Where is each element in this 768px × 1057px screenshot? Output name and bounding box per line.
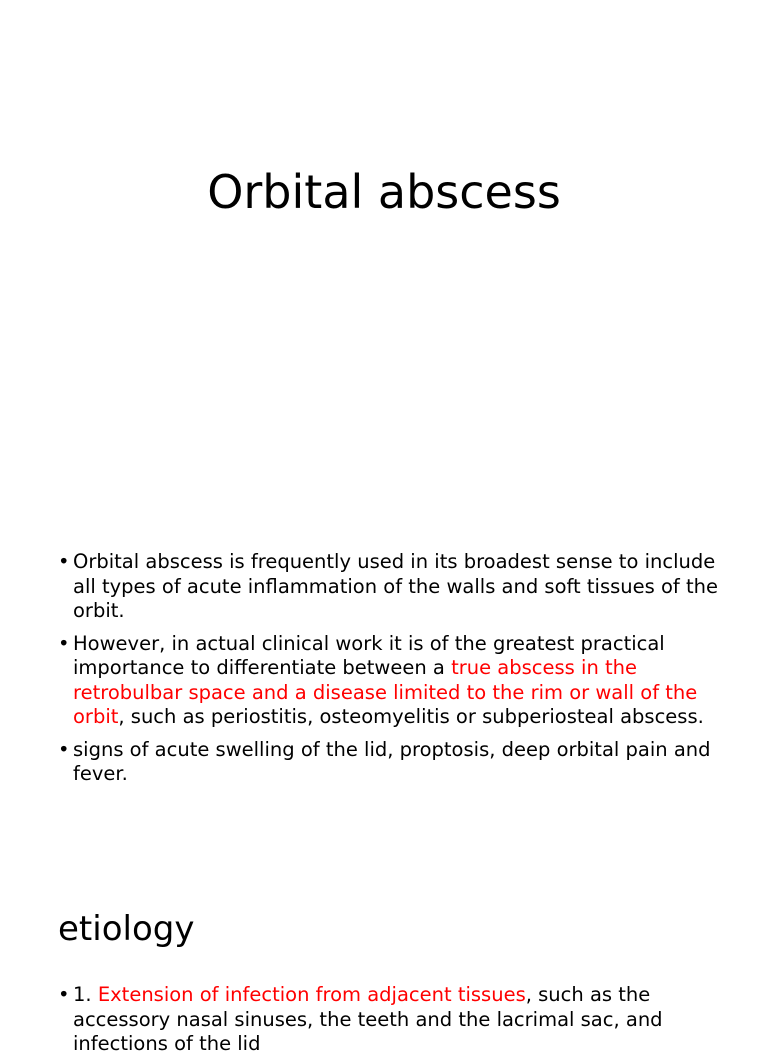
bullet-text: signs of acute swelling of the lid, proptosis, deep orbital pain and fever. [73,737,711,785]
bullet-item [58,550,718,624]
bullet-marker: • [58,983,70,1006]
bullet-item [58,738,718,787]
section-heading-etiology: etiology [58,909,195,949]
bullet-marker: • [58,550,70,573]
bullet-text-end: , such as periostitis, osteomyelitis or subperiosteal abscess. [118,705,704,728]
slide-title: Orbital abscess [207,165,561,219]
bullet-text-start: However, in actual clinical work it is of the greatest practical importance to differentiate between a [73,631,665,679]
bullet-marker: • [58,737,70,761]
bullet-item [58,632,718,730]
bullet-highlight: Extension of infection from adjacent tissues [97,983,526,1006]
bullet-highlight: true abscess in the retrobulbar space and a disease limited to the rim or wall of the orbit [73,656,698,728]
bullet-text: Orbital abscess is frequently used in its broadest sense to include all types of acute inflammation of the walls and soft tissues of the orbit. [73,550,718,622]
bullet-item [58,983,718,1057]
bullet-text-start: 1. [73,983,98,1006]
bullet-marker: • [58,631,70,655]
etiology-bullet-list [58,983,718,1057]
bullet-text-end: , such as the accessory nasal sinuses, the teeth and the lacrimal sac, and infections of the lid [73,983,663,1055]
intro-bullet-list [58,550,718,795]
